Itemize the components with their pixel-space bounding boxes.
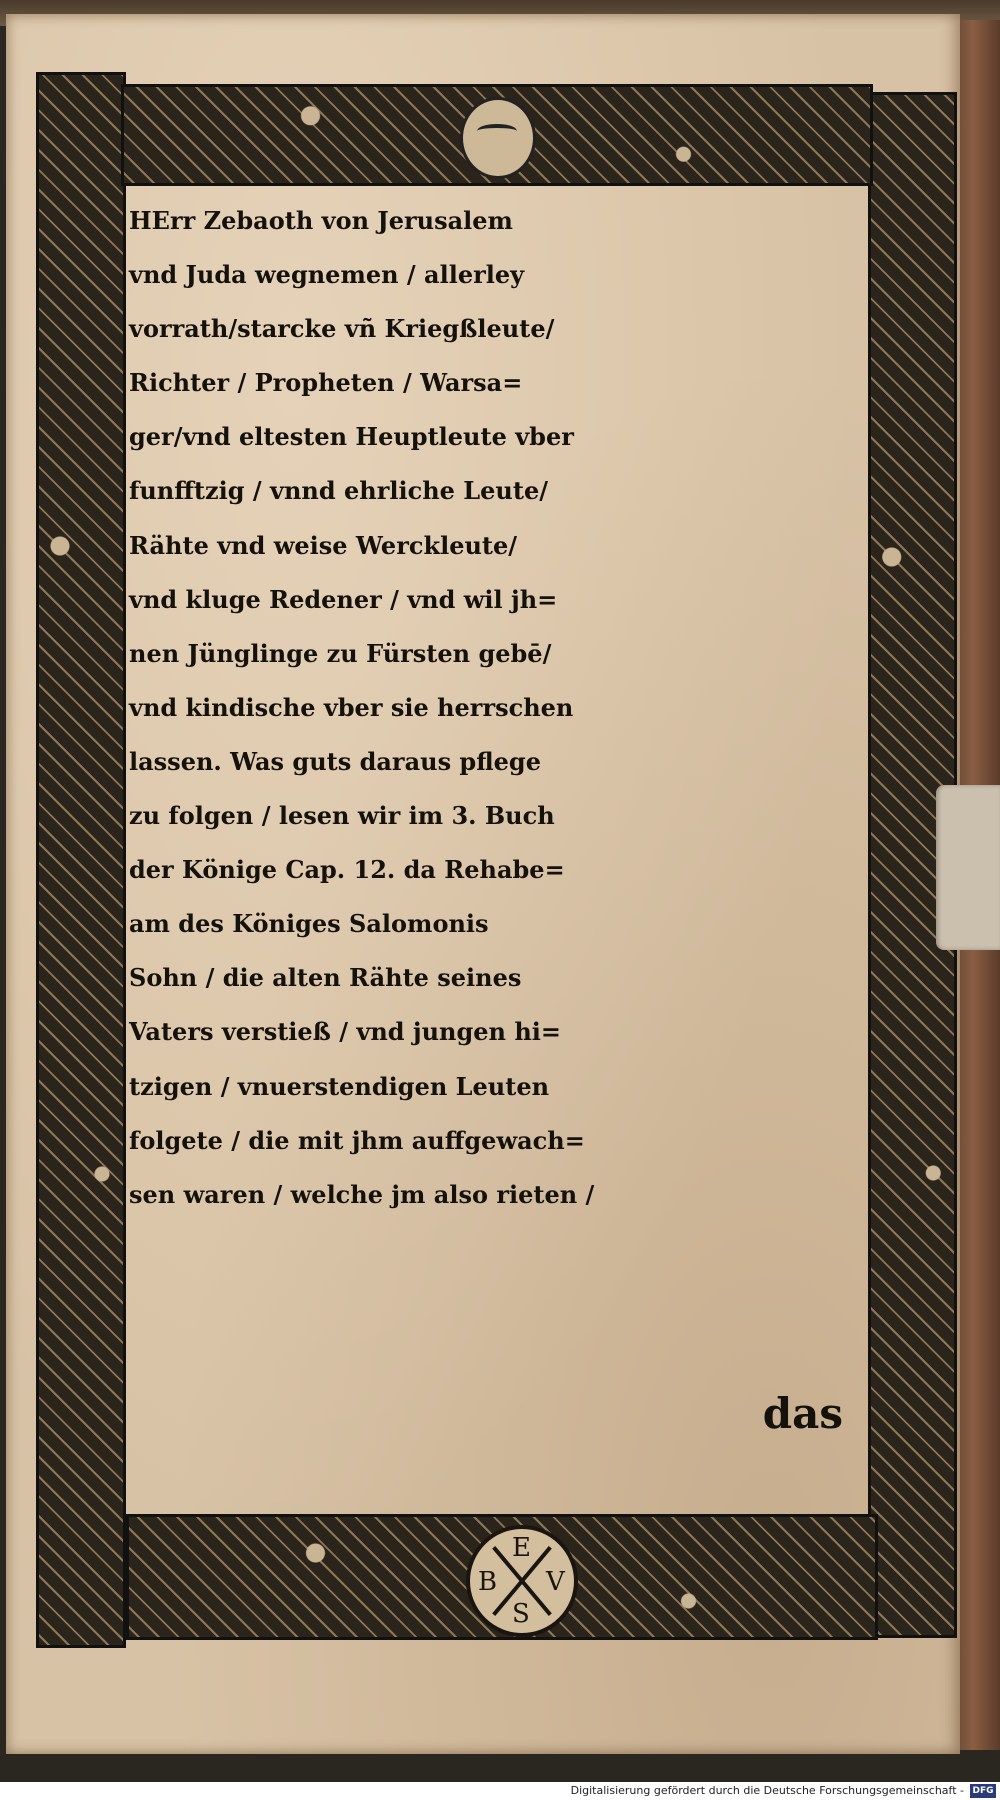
text-line: Rähte vnd weise Werckleute/ (129, 530, 518, 560)
top-ornament-border (121, 84, 873, 186)
text-line: Richter / Propheten / Warsa= (129, 368, 523, 398)
text-line: am des Königes Salomonis (129, 909, 489, 939)
dfg-logo: DFG (970, 1784, 996, 1798)
catchword: das (762, 1389, 843, 1438)
text-line: tzigen / vnuerstendigen Leuten (129, 1071, 550, 1101)
cherub-face-ornament (460, 97, 536, 179)
bottom-ornament-border (126, 1514, 878, 1640)
book-page (6, 14, 960, 1754)
digitization-footer (0, 1782, 1000, 1800)
text-line: HErr Zebaoth von Jerusalem (129, 206, 513, 235)
seal-letter: V (546, 1567, 565, 1597)
seal-letter: S (512, 1599, 530, 1629)
text-line: nen Jünglinge zu Fürsten gebē/ (129, 638, 552, 668)
text-line: vnd Juda wegnemen / allerley (129, 260, 525, 290)
funding-credit: Digitalisierung gefördert durch die Deutsche Forschungsgemeinschaft - (570, 1784, 964, 1797)
seal-letter: E (512, 1533, 531, 1563)
text-line: vnd kluge Redener / vnd wil jh= (129, 584, 558, 614)
text-line: Sohn / die alten Rähte seines (129, 963, 522, 993)
text-line: der Könige Cap. 12. da Rehabe= (129, 855, 565, 885)
text-line: vorrath/starcke vñ Kriegßleute/ (129, 314, 555, 344)
text-line: Vaters verstieß / vnd jungen hi= (129, 1017, 562, 1047)
page-bookmark-tab (936, 785, 1000, 950)
body-text (129, 194, 847, 1484)
text-line: zu folgen / lesen wir im 3. Buch (129, 801, 555, 831)
text-line: funfftzig / vnnd ehrliche Leute/ (129, 476, 548, 506)
left-ornament-border (36, 72, 126, 1648)
seal-letter: B (478, 1567, 498, 1597)
text-line: sen waren / welche jm also rieten / (129, 1179, 595, 1209)
text-line: vnd kindische vber sie herrschen (129, 692, 574, 722)
text-line: ger/vnd eltesten Heuptleute vber (129, 422, 574, 452)
text-line: folgete / die mit jhm auffgewach= (129, 1125, 585, 1155)
printer-seal (466, 1525, 578, 1637)
text-line: lassen. Was guts daraus pflege (129, 746, 541, 776)
